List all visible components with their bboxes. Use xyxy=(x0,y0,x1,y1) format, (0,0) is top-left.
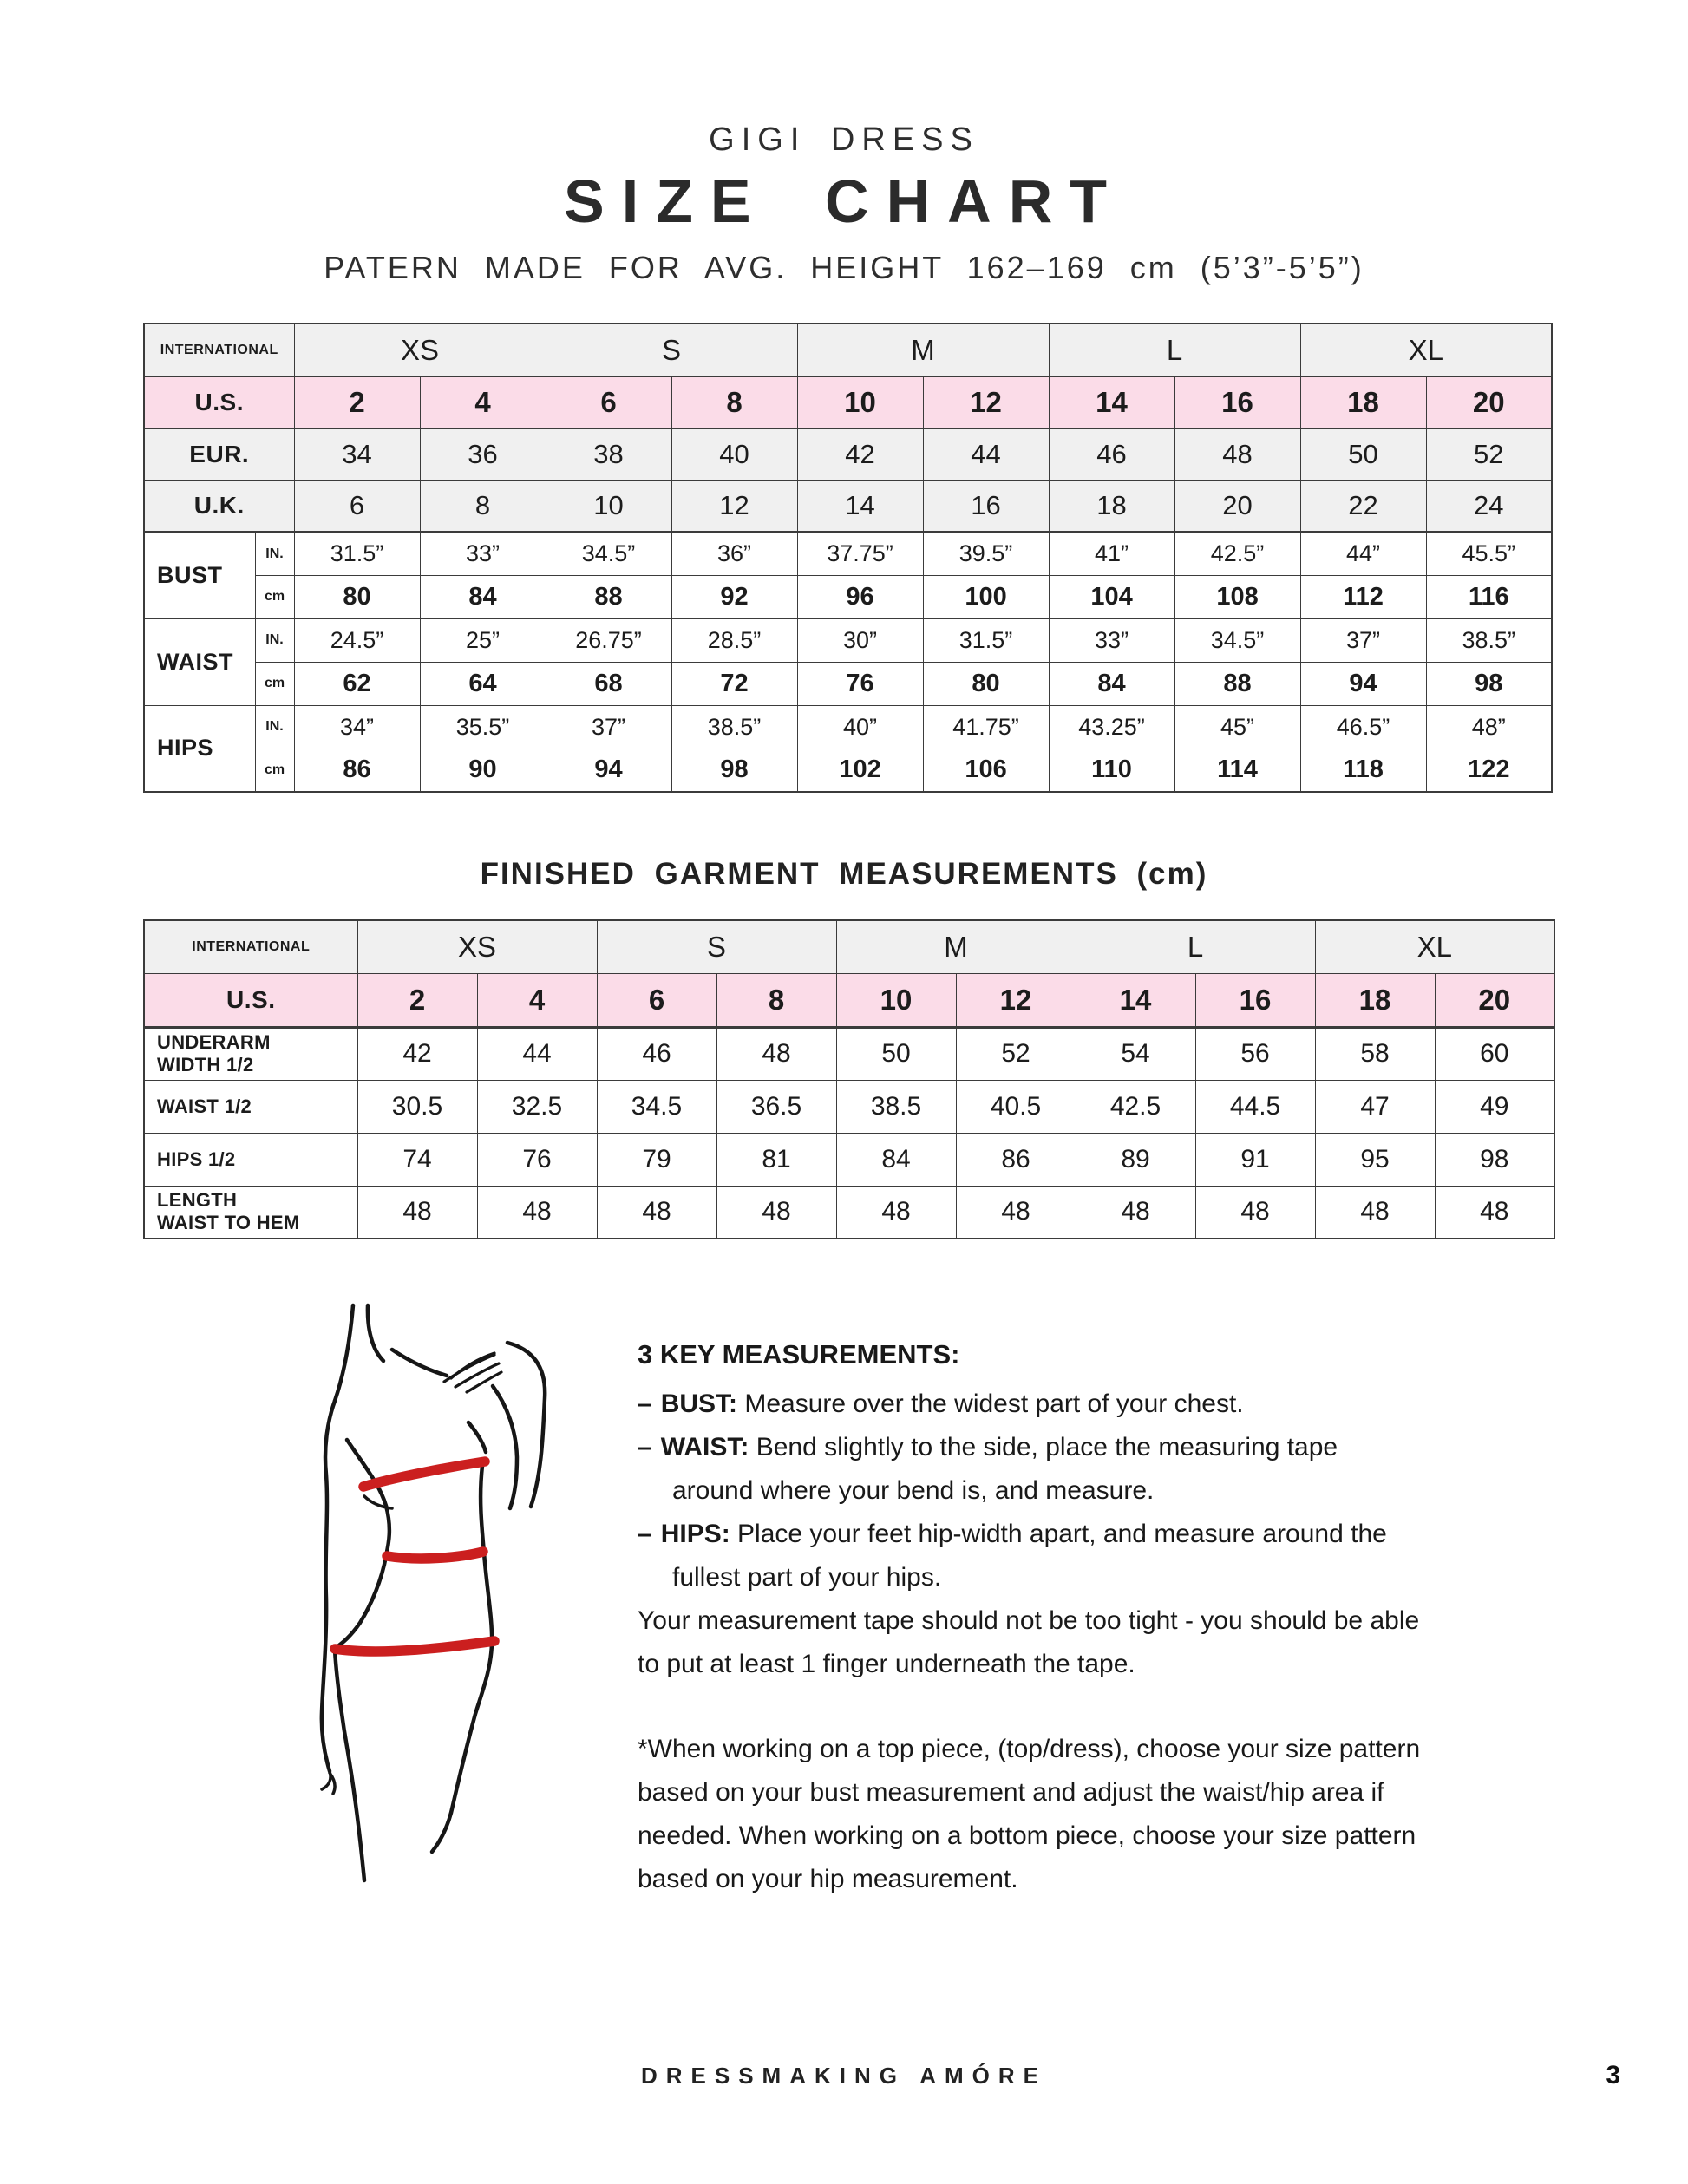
hips-half-cell: 91 xyxy=(1195,1133,1315,1186)
us-size-cell: 4 xyxy=(477,973,597,1027)
length-waist-to-hem-row-label xyxy=(144,1186,357,1239)
length-cell: 48 xyxy=(1195,1186,1315,1239)
bust-in-cell: 42.5” xyxy=(1174,532,1300,575)
hips-half-cell: 86 xyxy=(956,1133,1076,1186)
size-group-l: L xyxy=(1076,920,1315,973)
table-row xyxy=(144,480,1552,532)
bust-cm-cell: 84 xyxy=(420,575,546,618)
measurement-notes xyxy=(638,1336,1423,1901)
size-group-xl: XL xyxy=(1315,920,1554,973)
eur-size-cell: 50 xyxy=(1300,428,1426,480)
hips-half-cell: 89 xyxy=(1076,1133,1195,1186)
waist-in-cell: 25” xyxy=(420,618,546,662)
underarm-width-row-label xyxy=(144,1027,357,1080)
underarm-width-cell: 48 xyxy=(716,1027,836,1080)
hips-in-cell: 38.5” xyxy=(671,705,797,749)
us-size-cell: 16 xyxy=(1195,973,1315,1027)
us-size-cell: 6 xyxy=(597,973,716,1027)
hips-half-cell: 79 xyxy=(597,1133,716,1186)
table-row xyxy=(144,1186,1554,1239)
hips-cm-cell: 118 xyxy=(1300,749,1426,792)
size-group-m: M xyxy=(797,324,1049,376)
waist-in-cell: 33” xyxy=(1049,618,1174,662)
hips-cm-cell: 122 xyxy=(1426,749,1552,792)
waist-cm-cell: 64 xyxy=(420,662,546,705)
inches-unit-label: IN. xyxy=(255,532,294,575)
finished-garment-table xyxy=(143,919,1555,1239)
bust-cm-cell: 96 xyxy=(797,575,923,618)
uk-size-cell: 16 xyxy=(923,480,1049,532)
inches-unit-label: IN. xyxy=(255,618,294,662)
us-size-cell: 2 xyxy=(357,973,477,1027)
waist-half-cell: 36.5 xyxy=(716,1080,836,1133)
hips-half-cell: 76 xyxy=(477,1133,597,1186)
underarm-width-cell: 50 xyxy=(836,1027,956,1080)
bust-in-cell: 45.5” xyxy=(1426,532,1552,575)
size-group-s: S xyxy=(546,324,797,376)
length-cell: 48 xyxy=(1435,1186,1554,1239)
bust-note xyxy=(638,1383,1423,1426)
measurement-figure-illustration xyxy=(260,1292,572,1900)
underarm-width-cell: 60 xyxy=(1435,1027,1554,1080)
label-line: WAIST 1/2 xyxy=(157,1095,252,1117)
hips-row-label: HIPS xyxy=(144,705,255,792)
page-number: 3 xyxy=(1606,2061,1620,2089)
hips-cm-cell: 114 xyxy=(1174,749,1300,792)
length-cell: 48 xyxy=(956,1186,1076,1239)
us-size-cell: 10 xyxy=(836,973,956,1027)
waist-term: WAIST: xyxy=(660,1433,749,1461)
size-selection-note: *When working on a top piece, (top/dress), choose your size pattern based on your bust measurement and adjust the waist/hip area if needed. When working on a bottom piece, choose your size pattern based on your hip measurement. xyxy=(638,1735,1421,1893)
bust-in-cell: 33” xyxy=(420,532,546,575)
bust-note-text: Measure over the widest part of your chest. xyxy=(737,1390,1244,1418)
waist-cm-cell: 76 xyxy=(797,662,923,705)
hips-half-cell: 74 xyxy=(357,1133,477,1186)
hips-in-cell: 37” xyxy=(546,705,671,749)
bust-cm-cell: 92 xyxy=(671,575,797,618)
label-line: WAIST TO HEM xyxy=(157,1212,300,1234)
bust-cm-cell: 80 xyxy=(294,575,420,618)
table-row xyxy=(144,324,1552,376)
hips-cm-cell: 90 xyxy=(420,749,546,792)
hips-half-cell: 81 xyxy=(716,1133,836,1186)
hips-band-line xyxy=(335,1641,494,1651)
bust-cm-cell: 104 xyxy=(1049,575,1174,618)
underarm-width-cell: 58 xyxy=(1315,1027,1435,1080)
body-size-chart-table xyxy=(143,323,1553,793)
table-row xyxy=(144,749,1552,792)
waist-half-cell: 40.5 xyxy=(956,1080,1076,1133)
waist-cm-cell: 84 xyxy=(1049,662,1174,705)
waist-half-cell: 34.5 xyxy=(597,1080,716,1133)
waist-half-cell: 47 xyxy=(1315,1080,1435,1133)
hips-cm-cell: 102 xyxy=(797,749,923,792)
finished-garment-title: FINISHED GARMENT MEASUREMENTS (cm) xyxy=(480,857,1208,891)
us-row-label: U.S. xyxy=(144,376,294,428)
table-row xyxy=(144,618,1552,662)
bullet-dash: – xyxy=(638,1433,652,1461)
bust-row-label: BUST xyxy=(144,532,255,618)
hips-term: HIPS: xyxy=(660,1520,730,1548)
uk-size-cell: 10 xyxy=(546,480,671,532)
bust-in-cell: 31.5” xyxy=(294,532,420,575)
waist-in-cell: 34.5” xyxy=(1174,618,1300,662)
hips-cm-cell: 106 xyxy=(923,749,1049,792)
bust-cm-cell: 108 xyxy=(1174,575,1300,618)
hips-in-cell: 43.25” xyxy=(1049,705,1174,749)
footer-brand: DRESSMAKING AMÓRE xyxy=(640,2063,1048,2089)
table-row xyxy=(144,973,1554,1027)
cm-unit-label: cm xyxy=(255,662,294,705)
waist-half-cell: 38.5 xyxy=(836,1080,956,1133)
eur-size-cell: 40 xyxy=(671,428,797,480)
eur-size-cell: 52 xyxy=(1426,428,1552,480)
eur-size-cell: 42 xyxy=(797,428,923,480)
waist-cm-cell: 68 xyxy=(546,662,671,705)
bust-cm-cell: 88 xyxy=(546,575,671,618)
size-group-s: S xyxy=(597,920,836,973)
size-group-l: L xyxy=(1049,324,1300,376)
label-line: HIPS 1/2 xyxy=(157,1148,236,1170)
hips-in-cell: 35.5” xyxy=(420,705,546,749)
length-cell: 48 xyxy=(357,1186,477,1239)
bust-cm-cell: 100 xyxy=(923,575,1049,618)
waist-note xyxy=(638,1426,1423,1513)
bust-cm-cell: 112 xyxy=(1300,575,1426,618)
international-header: INTERNATIONAL xyxy=(144,324,294,376)
waist-half-cell: 49 xyxy=(1435,1080,1554,1133)
waist-half-row-label xyxy=(144,1080,357,1133)
bust-in-cell: 34.5” xyxy=(546,532,671,575)
length-cell: 48 xyxy=(1315,1186,1435,1239)
us-size-cell: 8 xyxy=(716,973,836,1027)
underarm-width-cell: 56 xyxy=(1195,1027,1315,1080)
underarm-width-cell: 46 xyxy=(597,1027,716,1080)
us-size-cell: 20 xyxy=(1426,376,1552,428)
length-cell: 48 xyxy=(477,1186,597,1239)
us-size-cell: 16 xyxy=(1174,376,1300,428)
hips-in-cell: 46.5” xyxy=(1300,705,1426,749)
underarm-width-cell: 54 xyxy=(1076,1027,1195,1080)
uk-size-cell: 6 xyxy=(294,480,420,532)
us-size-cell: 10 xyxy=(797,376,923,428)
waist-half-cell: 30.5 xyxy=(357,1080,477,1133)
waist-cm-cell: 88 xyxy=(1174,662,1300,705)
eur-size-cell: 34 xyxy=(294,428,420,480)
bullet-dash: – xyxy=(638,1520,652,1548)
size-group-m: M xyxy=(836,920,1076,973)
table-row xyxy=(144,920,1554,973)
waist-half-cell: 42.5 xyxy=(1076,1080,1195,1133)
length-cell: 48 xyxy=(1076,1186,1195,1239)
underarm-width-cell: 52 xyxy=(956,1027,1076,1080)
hips-half-cell: 84 xyxy=(836,1133,956,1186)
table-row xyxy=(144,1027,1554,1080)
eur-size-cell: 38 xyxy=(546,428,671,480)
notes-heading: 3 KEY MEASUREMENTS: xyxy=(638,1339,960,1370)
waist-in-cell: 28.5” xyxy=(671,618,797,662)
us-size-cell: 4 xyxy=(420,376,546,428)
hips-cm-cell: 94 xyxy=(546,749,671,792)
waist-cm-cell: 98 xyxy=(1426,662,1552,705)
bust-in-cell: 39.5” xyxy=(923,532,1049,575)
waist-in-cell: 37” xyxy=(1300,618,1426,662)
cm-unit-label: cm xyxy=(255,749,294,792)
table-row xyxy=(144,1080,1554,1133)
us-size-cell: 18 xyxy=(1315,973,1435,1027)
bust-cm-cell: 116 xyxy=(1426,575,1552,618)
uk-size-cell: 8 xyxy=(420,480,546,532)
us-row-label: U.S. xyxy=(144,973,357,1027)
uk-row-label: U.K. xyxy=(144,480,294,532)
bust-band-line xyxy=(363,1461,485,1487)
waist-cm-cell: 80 xyxy=(923,662,1049,705)
size-group-xs: XS xyxy=(357,920,597,973)
waist-in-cell: 31.5” xyxy=(923,618,1049,662)
hips-in-cell: 40” xyxy=(797,705,923,749)
table-row xyxy=(144,705,1552,749)
eur-size-cell: 48 xyxy=(1174,428,1300,480)
table-row xyxy=(144,575,1552,618)
hips-half-row-label xyxy=(144,1133,357,1186)
inches-unit-label: IN. xyxy=(255,705,294,749)
size-group-xs: XS xyxy=(294,324,546,376)
us-size-cell: 12 xyxy=(956,973,1076,1027)
table-row xyxy=(144,428,1552,480)
hips-in-cell: 34” xyxy=(294,705,420,749)
tape-note: Your measurement tape should not be too tight - you should be able to put at least 1 finger underneath the tape. xyxy=(638,1606,1420,1678)
us-size-cell: 14 xyxy=(1076,973,1195,1027)
table-row xyxy=(144,376,1552,428)
pattern-name: GIGI DRESS xyxy=(709,121,979,158)
waist-half-cell: 32.5 xyxy=(477,1080,597,1133)
bust-in-cell: 41” xyxy=(1049,532,1174,575)
uk-size-cell: 14 xyxy=(797,480,923,532)
international-header: INTERNATIONAL xyxy=(144,920,357,973)
us-size-cell: 6 xyxy=(546,376,671,428)
uk-size-cell: 20 xyxy=(1174,480,1300,532)
table-row xyxy=(144,662,1552,705)
hips-in-cell: 41.75” xyxy=(923,705,1049,749)
waist-row-label: WAIST xyxy=(144,618,255,705)
size-group-xl: XL xyxy=(1300,324,1552,376)
hips-half-cell: 95 xyxy=(1315,1133,1435,1186)
length-cell: 48 xyxy=(716,1186,836,1239)
us-size-cell: 8 xyxy=(671,376,797,428)
hips-cm-cell: 86 xyxy=(294,749,420,792)
hips-note-text: Place your feet hip-width apart, and measure around the fullest part of your hips. xyxy=(672,1520,1387,1592)
us-size-cell: 18 xyxy=(1300,376,1426,428)
cm-unit-label: cm xyxy=(255,575,294,618)
us-size-cell: 20 xyxy=(1435,973,1554,1027)
waist-in-cell: 30” xyxy=(797,618,923,662)
us-size-cell: 12 xyxy=(923,376,1049,428)
waist-cm-cell: 62 xyxy=(294,662,420,705)
page-title: SIZE CHART xyxy=(564,167,1124,235)
us-size-cell: 14 xyxy=(1049,376,1174,428)
hips-in-cell: 45” xyxy=(1174,705,1300,749)
waist-in-cell: 26.75” xyxy=(546,618,671,662)
us-size-cell: 2 xyxy=(294,376,420,428)
underarm-width-cell: 44 xyxy=(477,1027,597,1080)
uk-size-cell: 12 xyxy=(671,480,797,532)
waist-in-cell: 24.5” xyxy=(294,618,420,662)
label-line: WIDTH 1/2 xyxy=(157,1054,254,1076)
label-line: UNDERARM xyxy=(157,1031,271,1054)
underarm-width-cell: 42 xyxy=(357,1027,477,1080)
bust-term: BUST: xyxy=(660,1390,738,1418)
waist-half-cell: 44.5 xyxy=(1195,1080,1315,1133)
eur-size-cell: 46 xyxy=(1049,428,1174,480)
hips-cm-cell: 98 xyxy=(671,749,797,792)
table-row xyxy=(144,532,1552,575)
eur-row-label: EUR. xyxy=(144,428,294,480)
bust-in-cell: 37.75” xyxy=(797,532,923,575)
waist-band-line xyxy=(387,1552,483,1559)
bust-in-cell: 44” xyxy=(1300,532,1426,575)
eur-size-cell: 36 xyxy=(420,428,546,480)
length-cell: 48 xyxy=(836,1186,956,1239)
waist-cm-cell: 72 xyxy=(671,662,797,705)
table-row xyxy=(144,1133,1554,1186)
uk-size-cell: 18 xyxy=(1049,480,1174,532)
bullet-dash: – xyxy=(638,1390,652,1418)
bust-in-cell: 36” xyxy=(671,532,797,575)
waist-cm-cell: 94 xyxy=(1300,662,1426,705)
hips-in-cell: 48” xyxy=(1426,705,1552,749)
length-cell: 48 xyxy=(597,1186,716,1239)
page-subtitle: PATERN MADE FOR AVG. HEIGHT 162–169 cm (5’3”-5’5”) xyxy=(324,250,1364,285)
hips-cm-cell: 110 xyxy=(1049,749,1174,792)
waist-in-cell: 38.5” xyxy=(1426,618,1552,662)
waist-note-text: Bend slightly to the side, place the measuring tape around where your bend is, and measure. xyxy=(672,1433,1338,1505)
body-outline xyxy=(322,1305,545,1880)
hips-note xyxy=(638,1513,1423,1599)
uk-size-cell: 24 xyxy=(1426,480,1552,532)
label-line: LENGTH xyxy=(157,1189,238,1212)
eur-size-cell: 44 xyxy=(923,428,1049,480)
hips-half-cell: 98 xyxy=(1435,1133,1554,1186)
uk-size-cell: 22 xyxy=(1300,480,1426,532)
